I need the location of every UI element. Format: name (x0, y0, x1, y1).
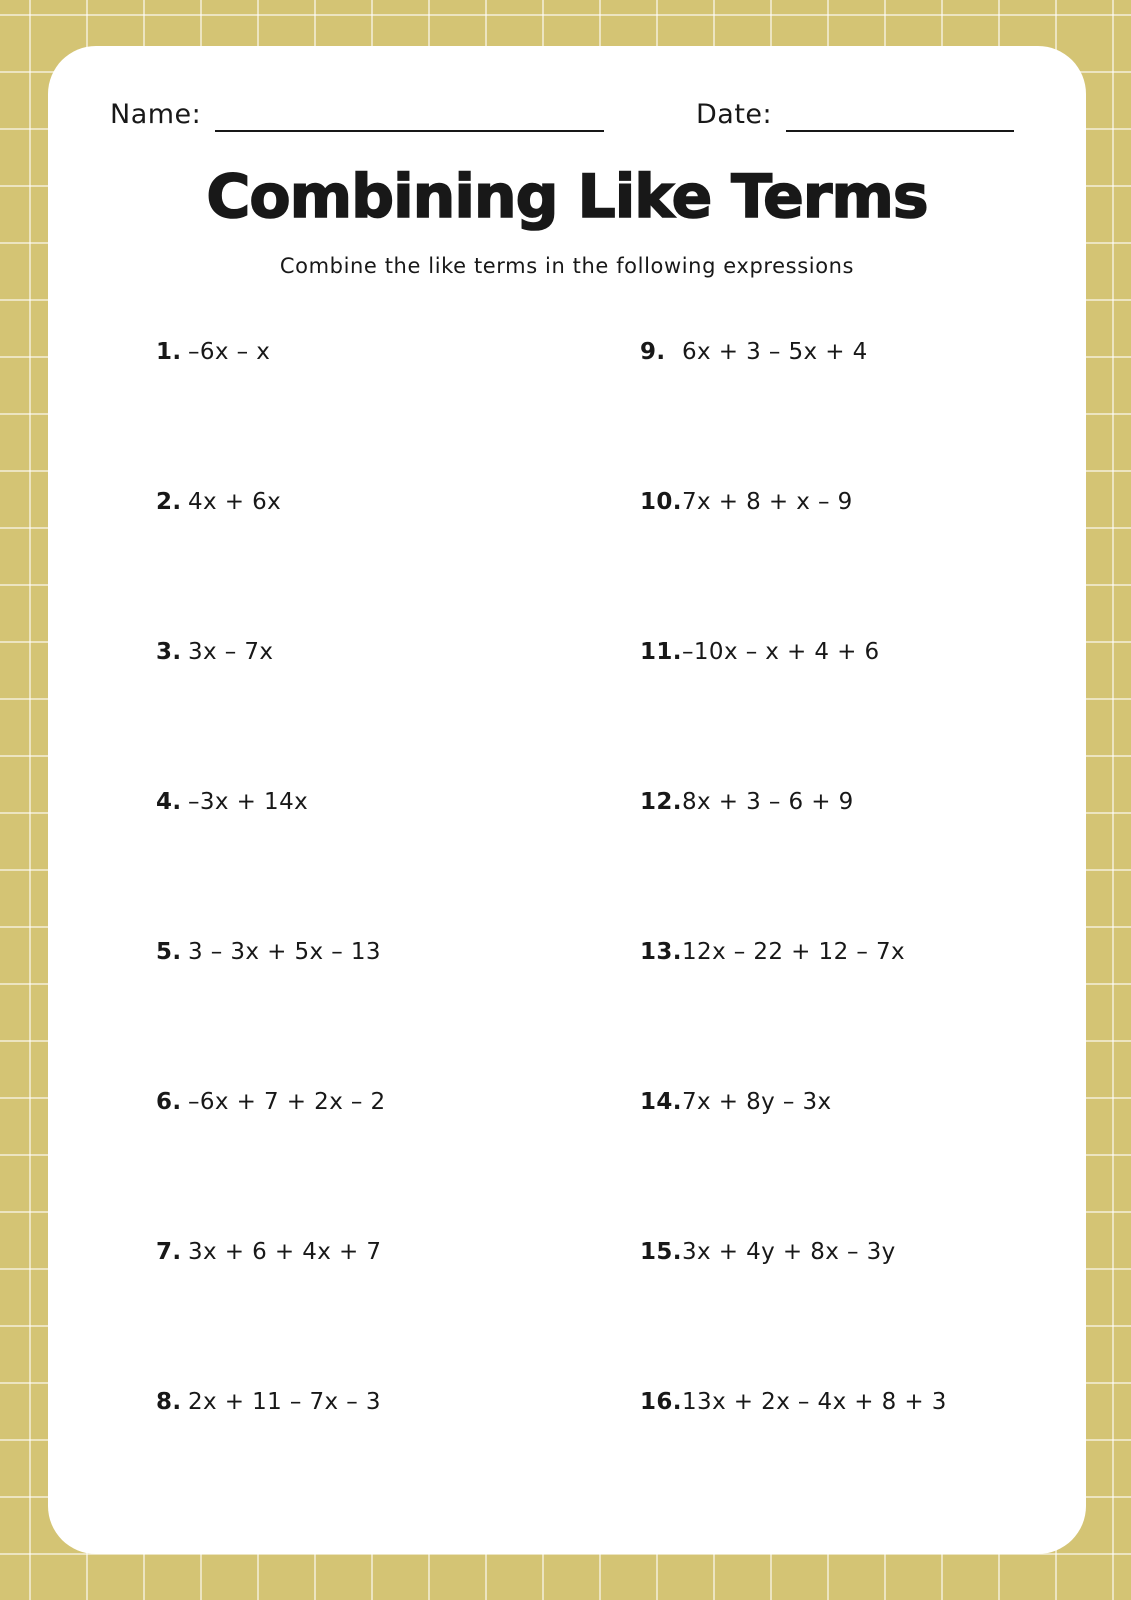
problem-expression: –10x – x + 4 + 6 (682, 639, 880, 665)
date-label: Date: (696, 99, 773, 130)
problem-number: 9. (640, 339, 666, 365)
problem-number: 13. (640, 939, 682, 965)
problem-expression: 8x + 3 – 6 + 9 (682, 789, 854, 815)
problem-expression: 7x + 8 + x – 9 (682, 489, 853, 515)
page-subtitle: Combine the like terms in the following expressions (279, 254, 855, 278)
problem-expression: 3x – 7x (188, 639, 274, 665)
problem-row (156, 786, 586, 818)
problem-row (640, 486, 1070, 518)
problem-number: 7. (156, 1239, 182, 1265)
name-field (110, 98, 604, 132)
problem-row (640, 636, 1070, 668)
problem-expression: 7x + 8y – 3x (682, 1089, 832, 1115)
problem-number: 4. (156, 789, 182, 815)
problem-expression: 3x + 6 + 4x + 7 (188, 1239, 382, 1265)
problem-row (640, 1236, 1070, 1268)
problem-expression: 3 – 3x + 5x – 13 (188, 939, 381, 965)
problem-expression: –6x – x (188, 339, 271, 365)
problem-number: 3. (156, 639, 182, 665)
problem-row (156, 1236, 586, 1268)
problem-expression: 12x – 22 + 12 – 7x (682, 939, 905, 965)
problem-number: 16. (640, 1389, 682, 1415)
date-field (696, 98, 1014, 132)
problem-row (156, 1386, 586, 1418)
problem-expression: 4x + 6x (188, 489, 282, 515)
problem-row (640, 1086, 1070, 1118)
problem-number: 1. (156, 339, 182, 365)
problem-row (640, 936, 1070, 968)
problem-row (156, 936, 586, 968)
name-label: Name: (110, 99, 202, 130)
problem-number: 11. (640, 639, 682, 665)
problem-row (156, 486, 586, 518)
problem-expression: 13x + 2x – 4x + 8 + 3 (682, 1389, 947, 1415)
problem-expression: 6x + 3 – 5x + 4 (682, 339, 868, 365)
name-blank-line (215, 98, 604, 132)
problem-number: 12. (640, 789, 682, 815)
problem-number: 10. (640, 489, 682, 515)
problem-row (156, 1086, 586, 1118)
page-title: Combining Like Terms (206, 162, 928, 232)
worksheet-card (48, 46, 1086, 1554)
problem-row (156, 636, 586, 668)
problem-expression: 2x + 11 – 7x – 3 (188, 1389, 381, 1415)
name-date-row (110, 98, 1014, 132)
problem-row (640, 1386, 1070, 1418)
problem-number: 14. (640, 1089, 682, 1115)
problem-row (640, 786, 1070, 818)
problem-number: 5. (156, 939, 182, 965)
problem-row (156, 336, 586, 368)
problem-number: 15. (640, 1239, 682, 1265)
problem-number: 2. (156, 489, 182, 515)
problems-right-column (640, 336, 1070, 1418)
problem-expression: –6x + 7 + 2x – 2 (188, 1089, 386, 1115)
problem-number: 6. (156, 1089, 182, 1115)
problem-expression: –3x + 14x (188, 789, 309, 815)
problem-number: 8. (156, 1389, 182, 1415)
date-blank-line (786, 98, 1014, 132)
problems-left-column (156, 336, 586, 1418)
problem-row (640, 336, 1070, 368)
problem-expression: 3x + 4y + 8x – 3y (682, 1239, 896, 1265)
